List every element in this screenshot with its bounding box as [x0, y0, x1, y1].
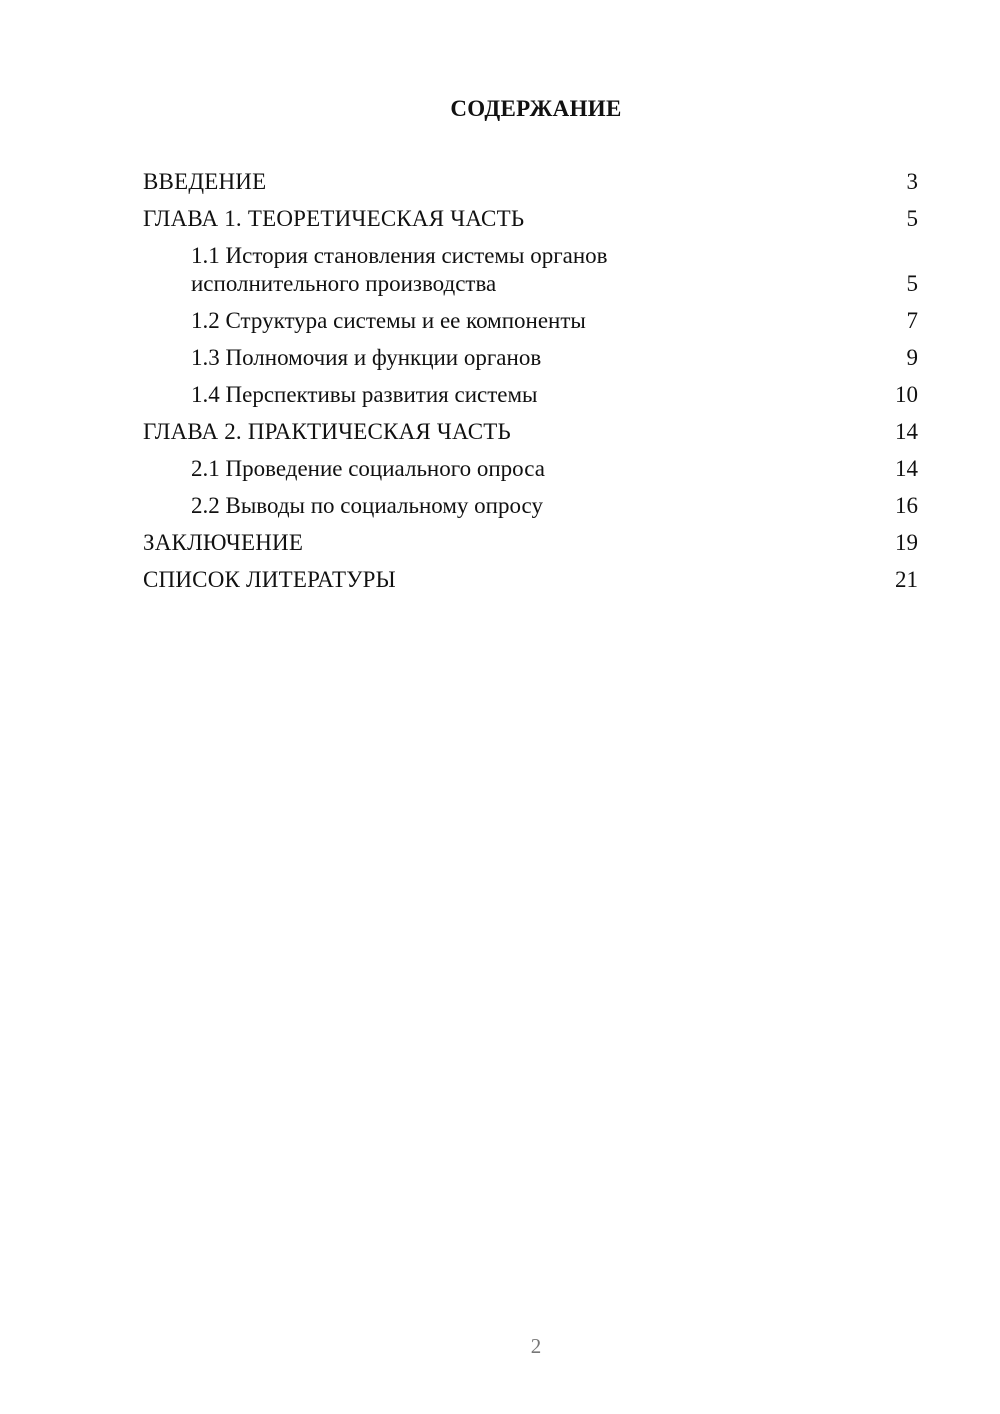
- toc-entry-page: 21: [895, 567, 918, 592]
- toc-entry-text: СПИСОК ЛИТЕРАТУРЫ: [143, 567, 396, 592]
- page-number: 2: [530, 1334, 542, 1358]
- toc-entry-text: 2.2 Выводы по социальному опросу: [191, 493, 543, 518]
- toc-entry-conclusion: [143, 529, 918, 557]
- toc-entry-introduction: [143, 168, 918, 196]
- toc-entry-section-1-3: [143, 344, 918, 372]
- toc-entry-chapter-1: [143, 205, 918, 233]
- toc-entry-text: 1.4 Перспективы развития системы: [191, 382, 538, 407]
- toc-entry-text: ГЛАВА 1. ТЕОРЕТИЧЕСКАЯ ЧАСТЬ: [143, 206, 525, 231]
- toc-entry-text: ВВЕДЕНИЕ: [143, 169, 267, 194]
- toc-entry-text: 1.1 История становления системы органов исполнительного производства: [191, 243, 608, 296]
- toc-entry-text: 1.3 Полномочия и функции органов: [191, 345, 542, 370]
- toc-title: СОДЕРЖАНИЕ: [450, 96, 622, 121]
- toc-entry-section-1-1: [143, 242, 918, 298]
- toc-entry-page: 7: [906, 308, 918, 333]
- toc-entry-page: 19: [895, 530, 918, 555]
- toc-entry-section-2-2: [143, 492, 918, 520]
- toc-entry-text: 2.1 Проведение социального опроса: [191, 456, 545, 481]
- toc-entry-page: 10: [895, 382, 918, 407]
- toc-entry-page: 3: [906, 169, 918, 194]
- toc-entry-page: 14: [895, 456, 918, 481]
- toc-entry-bibliography: [143, 566, 918, 594]
- toc-entry-text: ГЛАВА 2. ПРАКТИЧЕСКАЯ ЧАСТЬ: [143, 419, 511, 444]
- toc-entry-page: 5: [906, 271, 918, 296]
- toc-entry-page: 16: [895, 493, 918, 518]
- toc-entry-text: 1.2 Структура системы и ее компоненты: [191, 308, 586, 333]
- toc-entry-page: 14: [895, 419, 918, 444]
- toc-entry-chapter-2: [143, 418, 918, 446]
- toc-entry-section-2-1: [143, 455, 918, 483]
- toc-entry-section-1-2: [143, 307, 918, 335]
- toc-entry-page: 9: [906, 345, 918, 370]
- toc-entry-page: 5: [906, 206, 918, 231]
- table-of-contents: [143, 168, 918, 603]
- toc-entry-section-1-4: [143, 381, 918, 409]
- toc-entry-text: ЗАКЛЮЧЕНИЕ: [143, 530, 304, 555]
